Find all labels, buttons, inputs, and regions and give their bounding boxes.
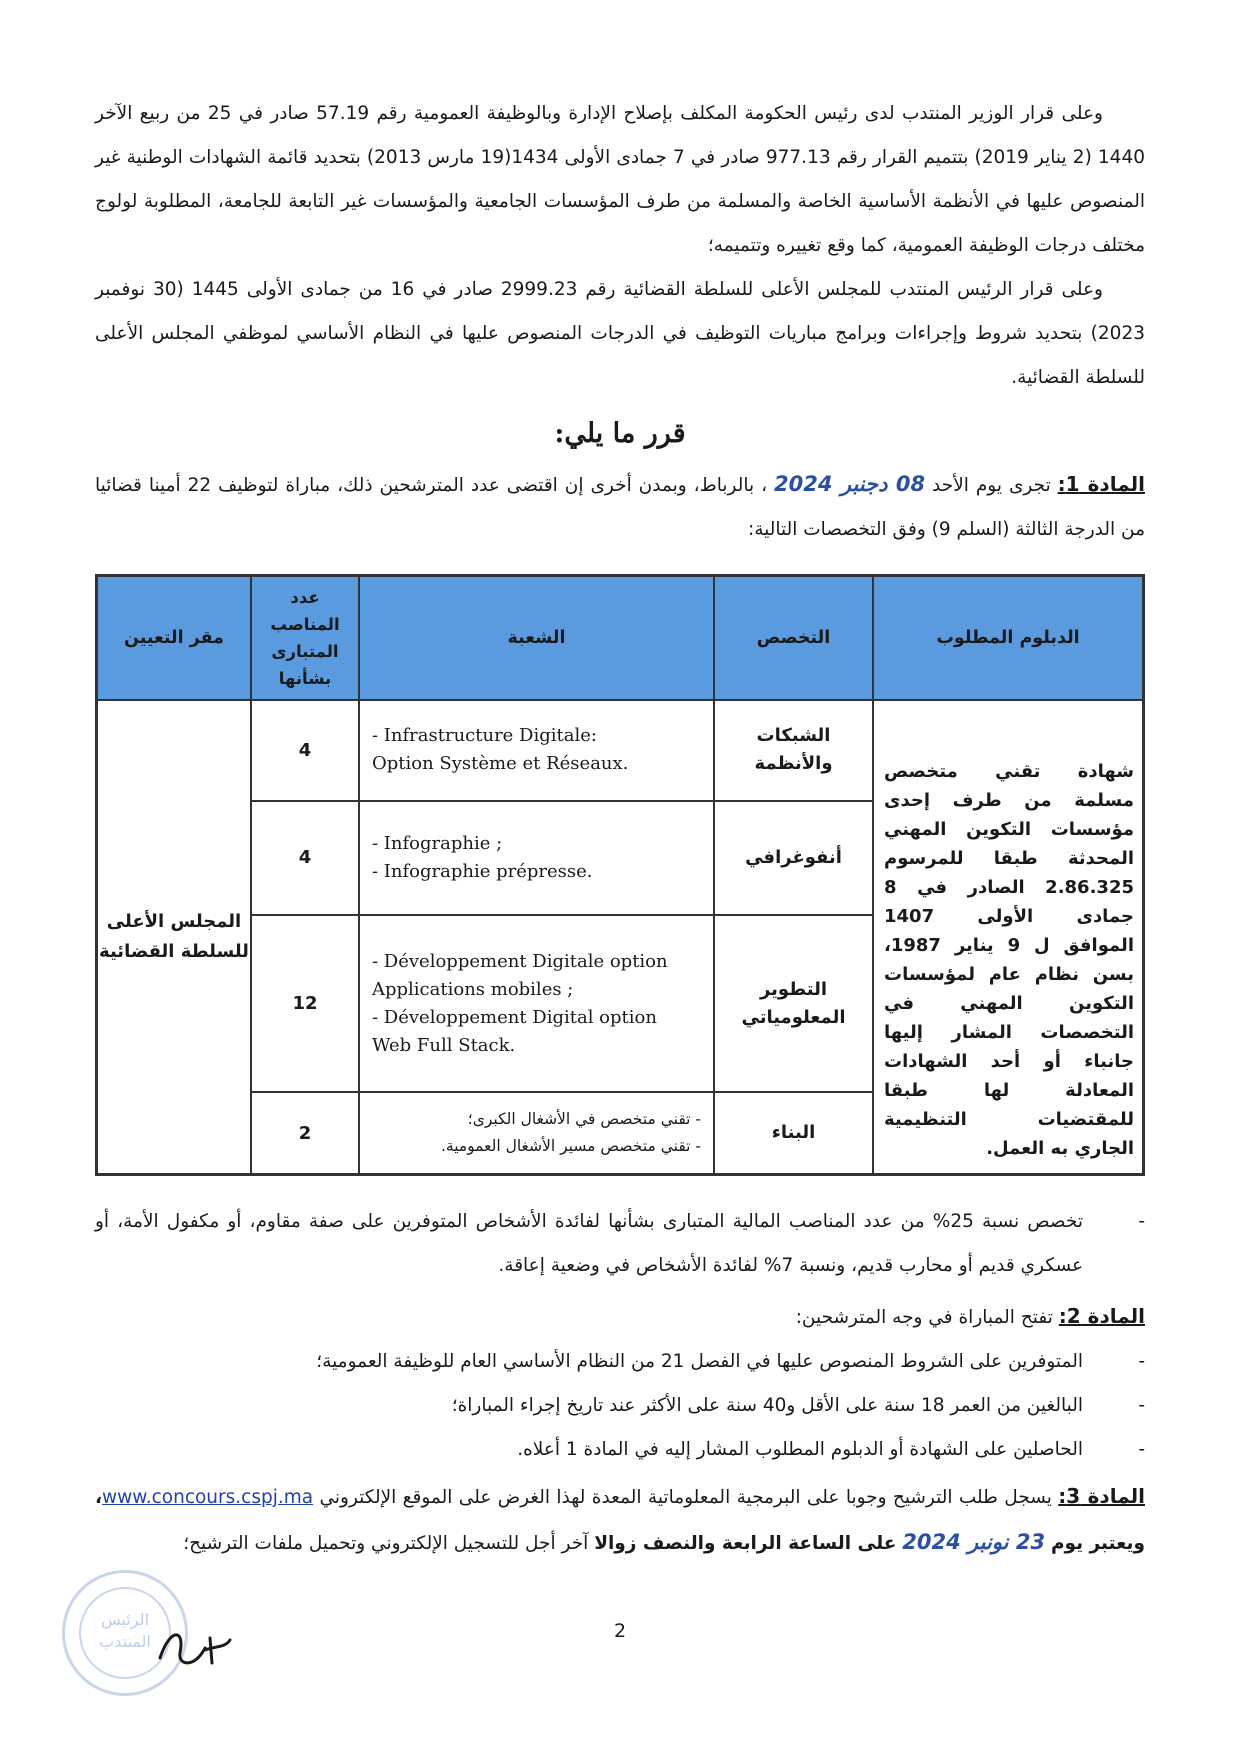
specialty-cell: التطوير المعلومياتي [714,915,873,1092]
article-1-label: المادة 1: [1057,472,1145,496]
condition-text: الحاصلين على الشهادة أو الدبلوم المطلوب المشار إليه في المادة 1 أعلاه. [517,1439,1083,1460]
decision-heading: قرر ما يلي: [554,418,686,449]
seat-cell: المجلس الأعلى للسلطة القضائية [97,700,252,1175]
specialty-cell: أنفوغرافي [714,801,873,915]
header-specialty: التخصص [714,576,873,701]
list-item: - البالغين من العمر 18 سنة على الأقل و40 سنة على الأكثر عند تاريخ إجراء المباراة؛ [451,1395,1145,1416]
branch-cell [359,700,714,801]
registration-link[interactable]: www.concours.cspj.ma [102,1487,314,1508]
article-3-date-stamp: 23 نونبر 2024 [902,1530,1046,1554]
article-2-text: تفتح المباراة في وجه المترشحين: [795,1307,1053,1328]
article-2-conditions [95,1340,1145,1472]
signature-mark [150,1618,240,1678]
list-item: - المتوفرين على الشروط المنصوص عليها في الفصل 21 من النظام الأساسي العام للوظيفة العمومية؛ [316,1351,1145,1372]
branch-cell [359,1092,714,1174]
article-2-label: المادة 2: [1058,1304,1145,1328]
article-3-label: المادة 3: [1058,1484,1145,1508]
header-seat: مقر التعيين [97,576,252,701]
quota-note-list [95,1200,1145,1288]
quota-note-text: تخصص نسبة 25% من عدد المناصب المالية المتبارى بشأنها لفائدة الأشخاص المتوفرين على صفة مقاوم، أو مكفول الأمة، أو عسكري قديم أو محارب قديم، ونسبة 7% لفائدة الأشخاص في وضعية إعاقة. [95,1211,1083,1276]
branch-cell [359,915,714,1092]
header-branch: الشعبة [359,576,714,701]
branch-line: - Développement Digitale option Applications mobiles ; [372,950,668,1000]
count-cell: 2 [251,1092,359,1174]
article-2 [95,1294,1145,1340]
page-number: 2 [613,1620,627,1642]
count-cell: 4 [251,700,359,801]
dash-bullet: - [1138,1211,1145,1232]
article-3-text-d: آخر أجل للتسجيل الإلكتروني وتحميل ملفات الترشيح؛ [183,1533,589,1554]
header-diploma: الدبلوم المطلوب [873,576,1144,701]
intro-paragraph-2: وعلى قرار الرئيس المنتدب للمجلس الأعلى للسلطة القضائية رقم 2999.23 صادر في 16 من جمادى الأولى 1445 (30 نوفمبر 2023) بتحديد شروط وإجراءات وبرامج مباريات التوظيف في الدرجات المنصوص عليها في النظام الأساسي لموظفي المجلس الأعلى للسلطة القضائية. [95,279,1145,388]
count-cell: 4 [251,801,359,915]
condition-text: المتوفرين على الشروط المنصوص عليها في الفصل 21 من النظام الأساسي العام للوظيفة العمومية؛ [316,1351,1083,1372]
branch-line: - Développement Digital option Web Full Stack. [372,1006,657,1056]
article-1 [95,462,1145,552]
intro-paragraph-1: وعلى قرار الوزير المنتدب لدى رئيس الحكومة المكلف بإصلاح الإدارة وبالوظيفة العمومية رقم 57.19 صادر في 25 من ربيع الآخر 1440 (2 يناير 2019) بتتميم القرار رقم 977.13 صادر في 7 جمادى الأولى 1434(19 مارس 2013) بتحديد قائمة الشهادات الوطنية غير المنصوص عليها في الأنظمة الأساسية الخاصة والمسلمة من طرف المؤسسات الجامعية والمؤسسات غير التابعة للجامعة، المطلوبة لولوج مختلف درجات الوظيفة العمومية، كما وقع تغييره وتتميمه؛ [95,103,1145,256]
condition-text: البالغين من العمر 18 سنة على الأقل و40 سنة على الأكثر عند تاريخ إجراء المباراة؛ [451,1395,1083,1416]
branch-line: Option Système et Réseaux. [372,753,629,775]
branch-line: - تقني متخصص في الأشغال الكبرى؛ [467,1110,701,1129]
article-1-text-b: ، بالرباط، وبمدن أخرى إن اقتضى عدد المترشحين ذلك، مباراة لتوظيف 22 أمينا قضائيا من الدرجة الثالثة (السلم 9) وفق التخصصات التالية: [95,475,1145,540]
article-3-text-a: يسجل طلب الترشيح وجوبا على البرمجية المعلوماتية المعدة لهذا الغرض على الموقع الإلكتروني [319,1487,1052,1508]
list-item: - الحاصلين على الشهادة أو الدبلوم المطلوب المشار إليه في المادة 1 أعلاه. [517,1439,1145,1460]
table-header-row [97,576,1144,701]
positions-table [95,574,1145,1176]
specialty-cell: البناء [714,1092,873,1174]
seal-text: الرئيس المنتدب [79,1587,171,1679]
article-3-text-b: ، ويعتبر يوم [95,1487,1145,1554]
table-row [97,700,1144,801]
article-1-text-a: تجرى يوم الأحد [932,475,1051,496]
specialty-cell: الشبكات والأنظمة [714,700,873,801]
article-1-date-stamp: 08 دجنبر 2024 [774,472,926,496]
document-page [95,92,1145,1566]
branch-line: - Infographie ; [372,832,503,854]
article-3-deadline-time: على الساعة الرابعة والنصف زوالا [594,1533,897,1554]
diploma-cell: شهادة تقني متخصص مسلمة من طرف إحدى مؤسسات التكوين المهني المحدثة طبقا للمرسوم 2.86.325 الصادر في 8 جمادى الأولى 1407 الموافق ل 9 يناير 1987، بسن نظام عام لمؤسسات التكوين المهني في التخصصات المشار إليها جانباء أو أحد الشهادات المعادلة لها طبقا للمقتضيات التنظيمية الجاري به العمل. [873,700,1144,1175]
branch-line: - Infographie prépresse. [372,860,593,882]
article-3 [95,1474,1145,1566]
header-count: عدد المناصب المتبارى بشأنها [251,576,359,701]
quota-note [95,1200,1145,1288]
branch-cell [359,801,714,915]
count-cell: 12 [251,915,359,1092]
branch-line: - تقني متخصص مسير الأشغال العمومية. [440,1137,701,1156]
branch-line: - Infrastructure Digitale: [372,725,597,747]
